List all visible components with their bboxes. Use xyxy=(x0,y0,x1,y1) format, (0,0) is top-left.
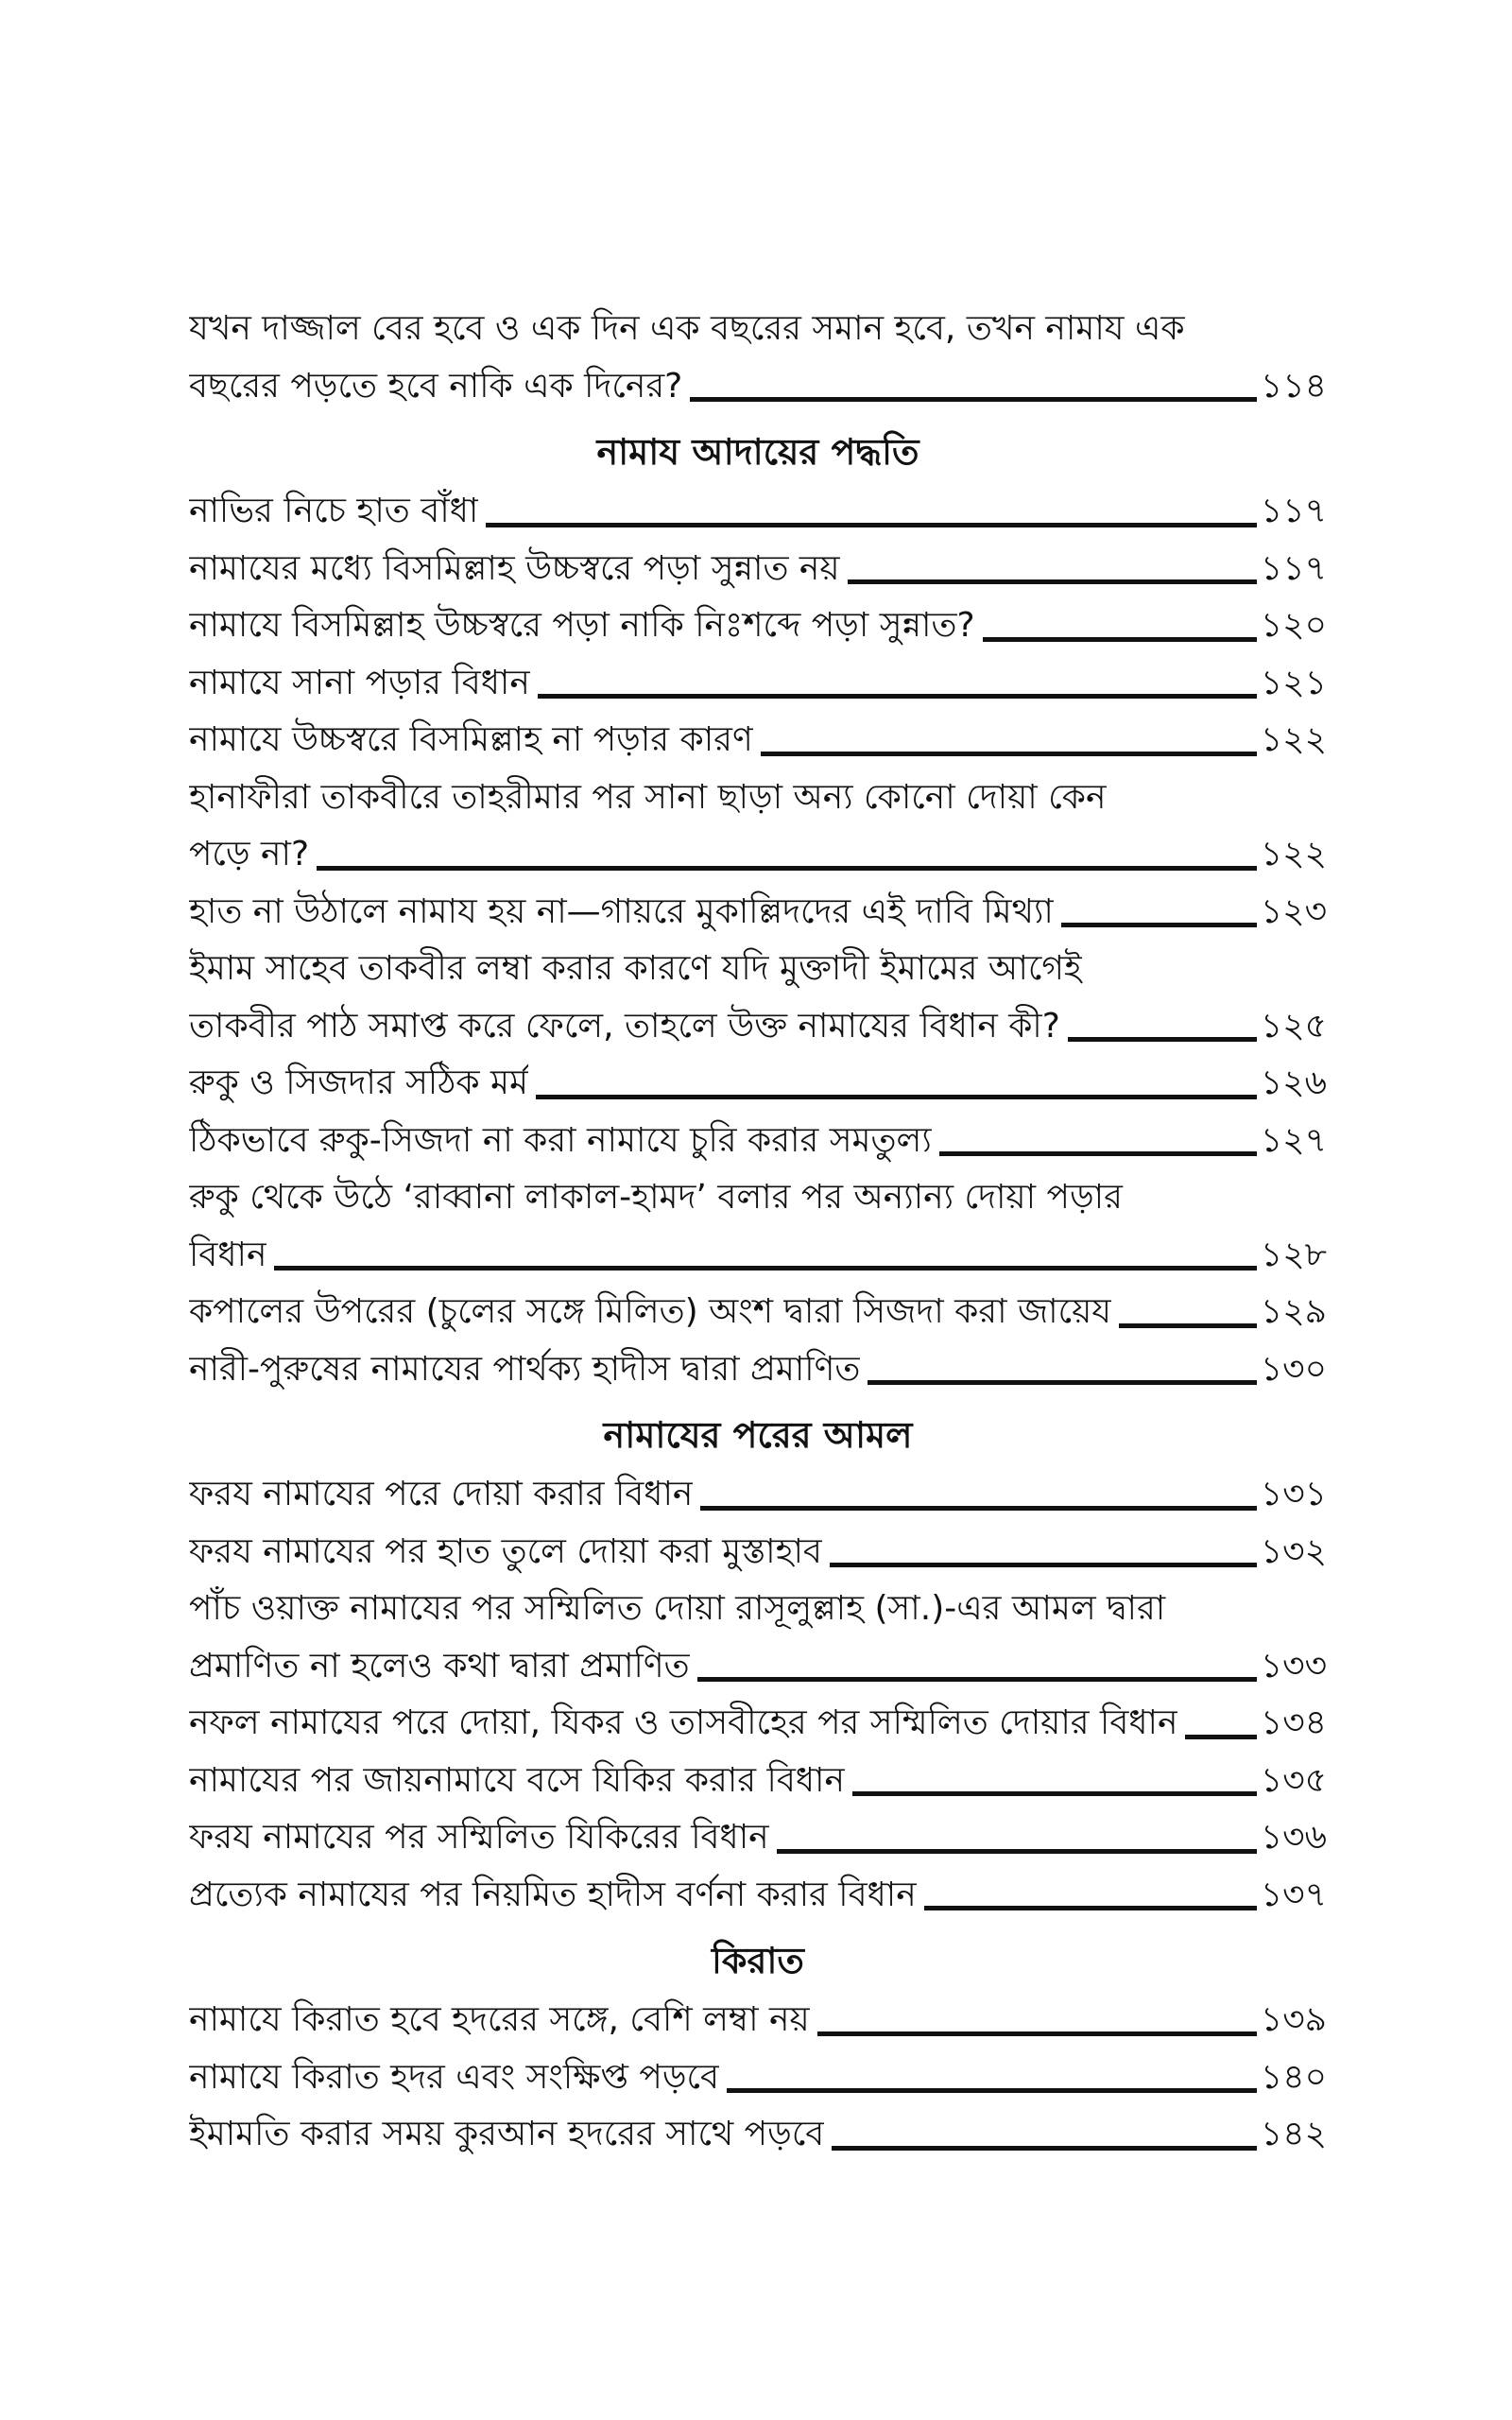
toc-entry-text: ইমামতি করার সময় কুরআন হদরের সাথে পড়বে xyxy=(189,2115,825,2153)
dot-leader xyxy=(817,2031,1257,2036)
toc-entry xyxy=(189,1284,1327,1341)
toc-entry-text-line1: রুকু থেকে উঠে ‘রাব্বানা লাকাল-হামদ’ বলার পর অন্যান্য দোয়া পড়ার xyxy=(189,1178,1123,1217)
toc-page-number: ১২২ xyxy=(1260,835,1327,873)
toc-page-number: ১২৫ xyxy=(1260,1006,1327,1046)
toc-entry xyxy=(189,2106,1327,2164)
section-heading: নামাযের পরের আমল xyxy=(603,1414,913,1456)
toc-entry xyxy=(189,712,1327,769)
toc-entry xyxy=(189,1113,1327,1170)
toc-entry-text: নামাযের পর জায়নামাযে বসে যিকির করার বিধান xyxy=(189,1760,845,1800)
dot-leader xyxy=(274,1266,1256,1270)
toc-entry xyxy=(189,1753,1327,1810)
toc-entry-text: ফরয নামাযের পর হাত তুলে দোয়া করা মুস্তাহাব xyxy=(189,1531,822,1571)
toc-entry xyxy=(189,1867,1327,1925)
section-heading: কিরাত xyxy=(712,1940,804,1981)
toc-entry-text: প্রত্যেক নামাযের পর নিয়মিত হাদীস বর্ণনা করার বিধান xyxy=(189,1875,917,1914)
toc-entry xyxy=(189,884,1327,942)
toc-entry-text: পড়ে না? xyxy=(189,835,310,873)
toc-entry xyxy=(189,1809,1327,1867)
toc-page-number: ১৪২ xyxy=(1260,2115,1327,2153)
toc-page-number: ১১৭ xyxy=(1260,492,1327,530)
toc-entry xyxy=(189,597,1327,655)
toc-entry-text: বছরের পড়তে হবে নাকি এক দিনের? xyxy=(189,366,683,406)
toc-entry-text: নামাযে বিসমিল্লাহ উচ্চস্বরে পড়া নাকি নিঃশব্দে পড়া সুন্নাত? xyxy=(189,606,975,645)
toc-entry-text-line1: ইমাম সাহেব তাকবীর লম্বা করার কারণে যদি মুক্তাদী ইমামের আগেই xyxy=(189,949,1082,988)
dot-leader xyxy=(852,1791,1257,1796)
toc-entry xyxy=(189,1581,1327,1695)
toc-page-number: ১৩৫ xyxy=(1260,1760,1327,1800)
toc-sections xyxy=(189,421,1327,2164)
toc-page-number: ১৩৪ xyxy=(1260,1703,1327,1742)
dot-leader xyxy=(1185,1735,1256,1739)
toc-entry-text-line1: হানাফীরা তাকবীরে তাহরীমার পর সানা ছাড়া অন্য কোনো দোয়া কেন xyxy=(189,777,1107,817)
toc-page-number: ১২৩ xyxy=(1260,891,1327,931)
toc-entry xyxy=(189,1524,1327,1582)
dot-leader xyxy=(690,397,1257,402)
toc-entry-text-line1: যখন দাজ্জাল বের হবে ও এক দিন এক বছরের সমান হবে, তখন নামায এক xyxy=(189,309,1185,348)
dot-leader xyxy=(983,637,1257,642)
table-of-contents xyxy=(189,301,1327,2164)
toc-entry-text: হাত না উঠালে নামায হয় না—গায়রে মুকাল্লিদদের এই দাবি মিথ্যা xyxy=(189,891,1054,931)
toc-entry xyxy=(189,1341,1327,1399)
toc-entry xyxy=(189,941,1327,1055)
dot-leader xyxy=(727,2088,1257,2093)
toc-entry xyxy=(189,541,1327,598)
toc-page-number: ১২০ xyxy=(1260,606,1327,645)
toc-page-number: ১৩১ xyxy=(1260,1475,1327,1513)
toc-entry-text: তাকবীর পাঠ সমাপ্ত করে ফেলে, তাহলে উক্ত নামাযের বিধান কী? xyxy=(189,1006,1060,1046)
toc-entry-text: কপালের উপরের (চুলের সঙ্গে মিলিত) অংশ দ্বারা সিজদা করা জায়েয xyxy=(189,1292,1112,1331)
toc-page-number: ১৪০ xyxy=(1260,2057,1327,2097)
dot-leader xyxy=(317,866,1257,871)
toc-page-number: ১৩০ xyxy=(1260,1349,1327,1389)
toc-entry-text: ফরয নামাযের পরে দোয়া করার বিধান xyxy=(189,1475,694,1513)
toc-entry xyxy=(189,655,1327,713)
toc-page-number: ১১৪ xyxy=(1260,366,1327,406)
toc-entry xyxy=(189,1695,1327,1753)
toc-page-number: ১২৮ xyxy=(1260,1235,1327,1274)
dot-leader xyxy=(697,1677,1257,1682)
dot-leader xyxy=(939,1151,1257,1156)
toc-entry-text: নামাযে উচ্চস্বরে বিসমিল্লাহ না পড়ার কারণ xyxy=(189,720,753,759)
toc-entry-text: নামাযে সানা পড়ার বিধান xyxy=(189,663,530,702)
toc-entry xyxy=(189,1466,1327,1524)
toc-page-number: ১২২ xyxy=(1260,720,1327,759)
dot-leader xyxy=(486,523,1257,527)
toc-entry-text: নারী-পুরুষের নামাযের পার্থক্য হাদীস দ্বারা প্রমাণিত xyxy=(189,1349,861,1389)
dot-leader xyxy=(924,1906,1257,1910)
dot-leader xyxy=(536,1095,1257,1099)
toc-entry xyxy=(189,2049,1327,2107)
toc-entry-text: নাভির নিচে হাত বাঁধা xyxy=(189,492,479,530)
toc-entry-text: ফরয নামাযের পর সম্মিলিত যিকিরের বিধান xyxy=(189,1818,769,1857)
toc-entry xyxy=(189,1055,1327,1113)
dot-leader xyxy=(538,694,1257,699)
toc-entry-intro xyxy=(189,301,1327,415)
toc-page-number: ১২৯ xyxy=(1260,1292,1327,1331)
toc-entry-text-line1: পাঁচ ওয়াক্ত নামাযের পর সম্মিলিত দোয়া রাসূলুল্লাহ (সা.)-এর আমল দ্বারা xyxy=(189,1589,1166,1628)
dot-leader xyxy=(848,579,1257,584)
dot-leader xyxy=(868,1380,1256,1385)
toc-entry-text: রুকু ও সিজদার সঠিক মর্ম xyxy=(189,1063,529,1102)
toc-page-number: ১৩২ xyxy=(1260,1531,1327,1571)
toc-entry-text: নামাযের মধ্যে বিসমিল্লাহ উচ্চস্বরে পড়া সুন্নাত নয় xyxy=(189,548,840,588)
toc-entry xyxy=(189,1169,1327,1284)
toc-entry-text: নফল নামাযের পরে দোয়া, যিকর ও তাসবীহের পর সম্মিলিত দোয়ার বিধান xyxy=(189,1703,1178,1742)
toc-entry-text: প্রমাণিত না হলেও কথা দ্বারা প্রমাণিত xyxy=(189,1646,690,1685)
toc-page-number: ১৩৯ xyxy=(1260,2000,1327,2039)
toc-page-number: ১২৭ xyxy=(1260,1120,1327,1160)
dot-leader xyxy=(700,1506,1256,1511)
toc-page-number: ১৩৩ xyxy=(1260,1646,1327,1685)
dot-leader xyxy=(761,752,1257,756)
section-heading: নামায আদায়ের পদ্ধতি xyxy=(596,431,919,473)
toc-entry xyxy=(189,1992,1327,2049)
toc-entry xyxy=(189,483,1327,541)
toc-page-number: ১৩৭ xyxy=(1260,1875,1327,1914)
toc-page-number: ১৩৬ xyxy=(1260,1818,1327,1857)
toc-page-number: ১১৭ xyxy=(1260,548,1327,588)
dot-leader xyxy=(777,1849,1257,1854)
toc-page-number: ১২১ xyxy=(1260,663,1327,702)
dot-leader xyxy=(830,1563,1257,1567)
toc-page-number: ১২৬ xyxy=(1260,1063,1327,1102)
dot-leader xyxy=(1119,1323,1257,1328)
toc-entry-text: ঠিকভাবে রুকু-সিজদা না করা নামাযে চুরি করার সমতুল্য xyxy=(189,1120,932,1160)
toc-entry-text: বিধান xyxy=(189,1235,267,1274)
dot-leader xyxy=(1061,923,1257,927)
dot-leader xyxy=(832,2146,1257,2151)
toc-entry xyxy=(189,769,1327,884)
dot-leader xyxy=(1068,1037,1257,1042)
toc-entry-text: নামাযে কিরাত হদর এবং সংক্ষিপ্ত পড়বে xyxy=(189,2057,720,2097)
toc-entry-text: নামাযে কিরাত হবে হদরের সঙ্গে, বেশি লম্বা নয় xyxy=(189,2000,810,2039)
